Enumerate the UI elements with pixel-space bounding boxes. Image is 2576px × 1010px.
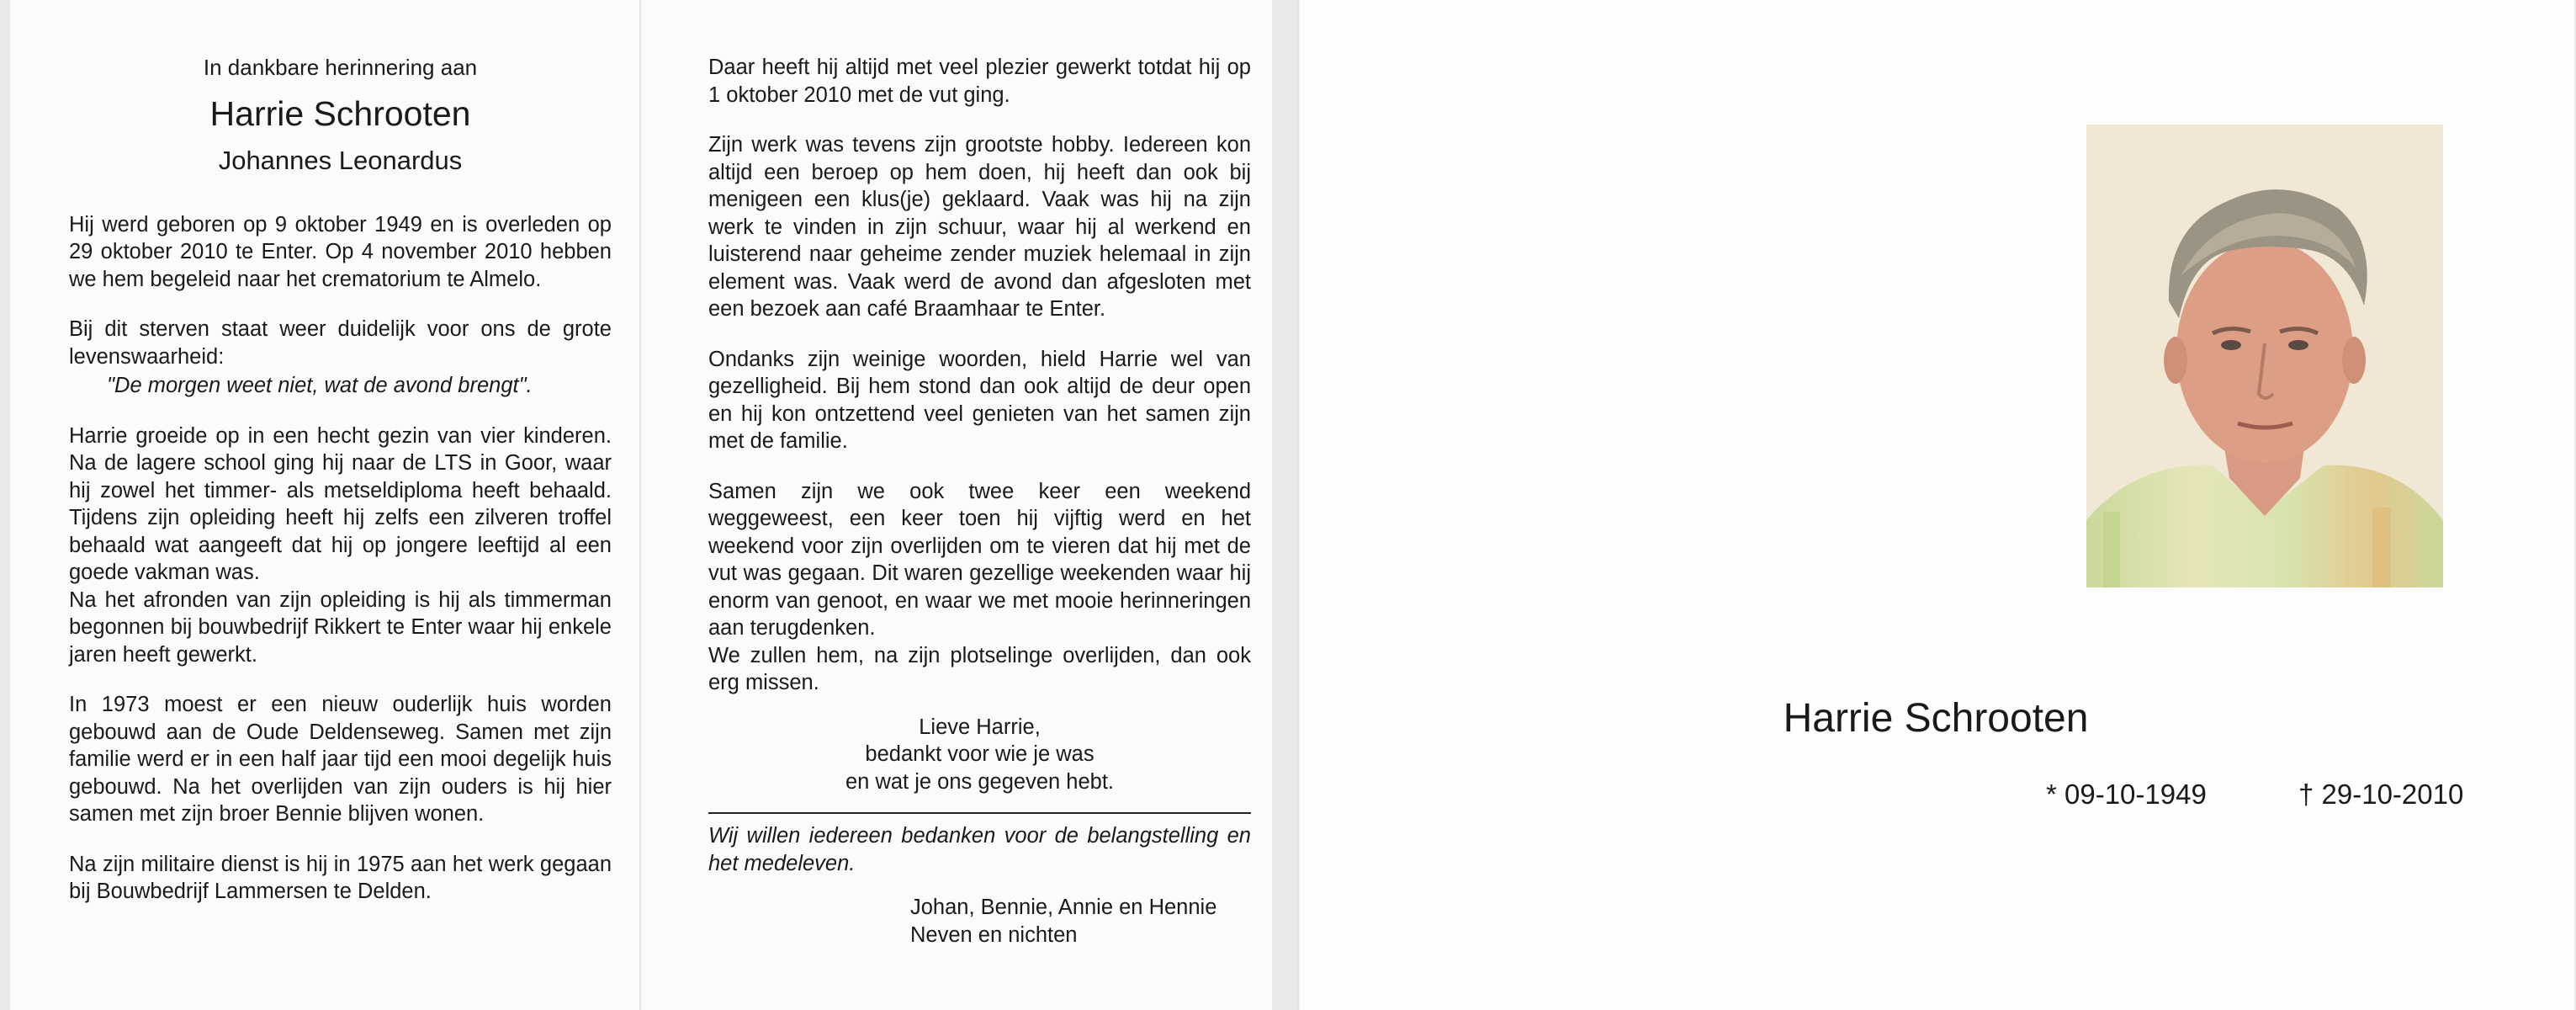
front-name: Harrie Schrooten <box>1783 696 2089 741</box>
deceased-full-names: Johannes Leonardus <box>218 145 463 175</box>
divider <box>708 812 1251 814</box>
military-paragraph: Na zijn militaire dienst is hij in 1975 aan het werk gegaan bij Bouwbedrijf Lammersen te Delden. <box>69 852 612 903</box>
fold-line <box>639 0 642 1010</box>
sociability-paragraph: Ondanks zijn weinige woorden, hield Harrie wel van gezelligheid. Bij hem stond dan ook altijd de deur open en hij kon ontzettend veel genieten van het samen zijn met de familie. <box>708 347 1251 453</box>
house-paragraph: In 1973 moest er een nieuw ouderlijk huis worden gebouwd aan de Oude Deldenseweg. Samen met zijn familie werd er in een half jaar tijd een mooi degelijk huis gebouwd. Na het overlijden van zijn ouders is hij hier samen met zijn broer Bennie blijven wonen. <box>69 693 612 826</box>
birth-death-paragraph: Hij werd geboren op 9 oktober 1949 en is overleden op 29 oktober 2010 te Enter. Op 4 november 2010 hebben we hem begeleid naar het crematorium te Almelo. <box>69 212 612 291</box>
signature-relatives: Neven en nichten <box>910 922 1078 947</box>
portrait-illustration <box>2086 125 2443 587</box>
career-start-paragraph: Na het afronden van zijn opleiding is hij als timmerman begonnen bij bouwbedrijf Rikkert te Enter waar hij enkele jaren heeft gewerkt. <box>69 587 612 667</box>
card-inner-spread <box>10 0 1272 1010</box>
closing-line: Lieve Harrie, <box>919 715 1041 739</box>
column-middle <box>708 54 1251 949</box>
death-date: † 29-10-2010 <box>2298 779 2464 810</box>
quote: "De morgen weet niet, wat de avond brengt". <box>107 374 533 397</box>
youth-paragraph: Harrie groeide op in een hecht gezin van vier kinderen. Na de lagere school ging hij naar de LTS in Goor, waar hij zowel het timmer- als metseldiploma heeft behaald. Tijdens zijn opleiding heeft hij zelfs een zilveren troffel behaald wat aangeeft dat hij op jongere leeftijd al een goede vakman was. <box>69 423 612 584</box>
card-edge <box>1297 0 1300 1010</box>
work-paragraph: Daar heeft hij altijd met veel plezier gewerkt totdat hij op 1 oktober 2010 met de vut ging. <box>708 56 1251 107</box>
signatures <box>708 894 1251 949</box>
card-front <box>1297 0 2574 1010</box>
missing-paragraph: We zullen hem, na zijn plotselinge overlijden, dan ook erg missen. <box>708 643 1251 694</box>
portrait-photo <box>2086 125 2443 587</box>
hobby-paragraph: Zijn werk was tevens zijn grootste hobby. Iedereen kon altijd een beroep op hem doen, hij heeft dan ook bij menigeen een klus(je) geklaard. Vaak was hij na zijn werk te vinden in zijn schuur, waar hij al werkend en luisterend naar geheime zender muziek helemaal in zijn element was. Vaak werd de avond dan afgesloten met een bezoek aan café Braamhaar te Enter. <box>708 133 1251 321</box>
thanks-note: Wij willen iedereen bedanken voor de belangstelling en het medeleven. <box>708 824 1251 875</box>
life-truth-paragraph: Bij dit sterven staat weer duidelijk voor ons de grote levenswaarheid: <box>69 317 612 369</box>
signature-family: Johan, Bennie, Annie en Hennie <box>910 896 1217 919</box>
column-left <box>69 54 612 928</box>
deceased-name: Harrie Schrooten <box>209 93 471 133</box>
weekends-paragraph: Samen zijn we ook twee keer een weekend weggeweest, een keer toen hij vijftig werd en het weekend voor zijn overlijden om te vieren dat hij met de vut was gegaan. Dit waren gezellige weekenden waar hij enorm van genoot, en waar we met mooie herinneringen aan terugdenken. <box>708 479 1251 640</box>
closing-line: en wat je ons gegeven hebt. <box>845 769 1114 794</box>
birth-date: * 09-10-1949 <box>2046 779 2207 810</box>
intro-line: In dankbare herinnering aan <box>203 55 478 80</box>
closing-verse <box>708 714 1251 796</box>
closing-line: bedankt voor wie je was <box>865 742 1095 766</box>
